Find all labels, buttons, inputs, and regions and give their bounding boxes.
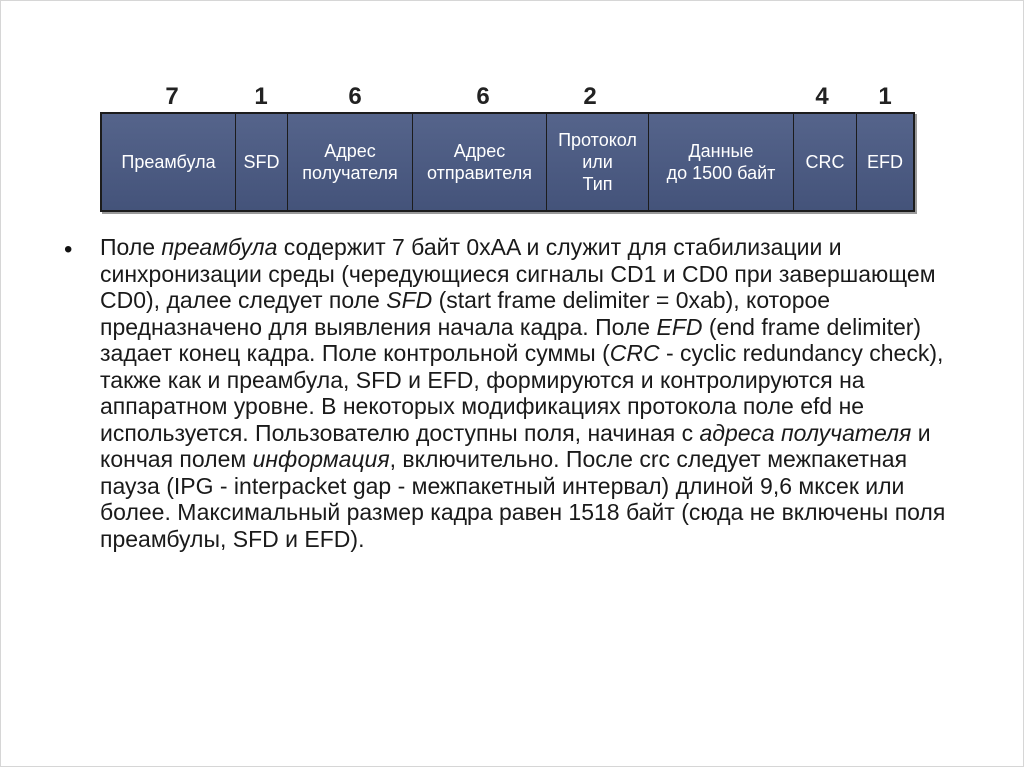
text-segment-italic: CRC bbox=[609, 340, 660, 366]
byte-count-crc: 4 bbox=[815, 83, 829, 110]
field-efd bbox=[857, 114, 913, 210]
field-label: SFD bbox=[243, 152, 280, 172]
text-segment-italic: преамбула bbox=[161, 234, 278, 260]
text-segment-italic: SFD bbox=[386, 287, 433, 313]
field-sfd bbox=[236, 114, 288, 210]
byte-count-dest-address: 6 bbox=[348, 83, 362, 110]
field-label: CRC bbox=[805, 152, 845, 172]
field-label: Протокол или Тип bbox=[558, 130, 637, 194]
bullet-icon: • bbox=[64, 236, 73, 263]
byte-count-protocol: 2 bbox=[583, 83, 597, 110]
byte-count-preamble: 7 bbox=[165, 83, 179, 110]
text-segment: содержит 7 байт 0xAA и служит для стабилизации и синхронизации среды (чередующиеся сигналы CD1 и CD0 при завершающем CD0), далее следует поле bbox=[100, 234, 936, 313]
field-dest-address bbox=[288, 114, 413, 210]
text-segment-italic: EFD bbox=[656, 313, 703, 340]
field-preamble bbox=[102, 114, 236, 210]
text-segment: (start frame delimiter = 0xab), которое предназначено для выявления начала кадра. Поле bbox=[100, 287, 831, 340]
text-segment: , включительно. После crc следует межпакетная пауза (IPG - interpacket gap - межпакетный интервал) длиной 9,6 мксек или более. Максимальный размер кадра равен 1518 байт (сюда не включены поля преамбулы, SFD и EFD). bbox=[100, 446, 946, 552]
field-src-address bbox=[413, 114, 547, 210]
text-segment-italic: информация bbox=[252, 446, 390, 472]
byte-count-sfd: 1 bbox=[254, 83, 268, 110]
field-label: Адрес получателя bbox=[302, 141, 398, 183]
field-label: Преамбула bbox=[121, 152, 216, 172]
text-segment: и кончая полем bbox=[100, 419, 931, 472]
text-segment: (end frame delimiter) задает конец кадра. Поле контрольной суммы ( bbox=[100, 313, 922, 366]
byte-count-efd: 1 bbox=[878, 83, 892, 110]
field-label: Адрес отправителя bbox=[427, 141, 532, 183]
ethernet-frame-diagram bbox=[100, 112, 915, 212]
text-segment-italic: адреса получателя bbox=[699, 419, 912, 446]
text-segment: - cyclic redundancy check), также как и преамбула, SFD и EFD, формируются и контролируются на аппаратном уровне. В некоторых модификациях протокола поле efd не используется. Пользователю доступны поля, начиная с bbox=[100, 340, 944, 446]
byte-count-src-address: 6 bbox=[476, 83, 490, 110]
byte-count-row bbox=[100, 82, 915, 112]
text-segment: Поле bbox=[100, 234, 162, 260]
field-protocol-type bbox=[547, 114, 649, 210]
field-label: Данные до 1500 байт bbox=[666, 141, 776, 183]
bullet-list-item bbox=[64, 234, 964, 552]
field-data bbox=[649, 114, 794, 210]
bullet-paragraph bbox=[100, 234, 964, 552]
field-label: EFD bbox=[867, 152, 903, 172]
field-crc bbox=[794, 114, 857, 210]
